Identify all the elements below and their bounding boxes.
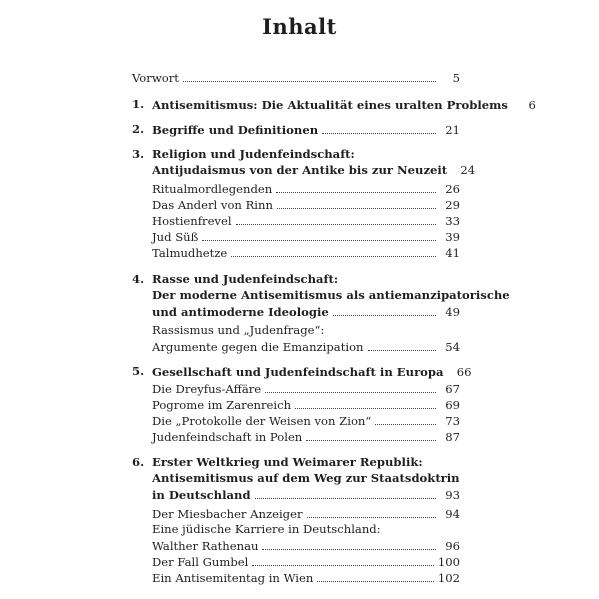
toc-entry-label: Argumente gegen die Emanzipation <box>152 340 364 354</box>
toc-page-number: 96 <box>445 539 460 553</box>
toc-entry-label: Das Anderl von Rinn <box>152 198 273 212</box>
toc-page-number: 39 <box>445 230 460 244</box>
toc-page-number: 67 <box>445 382 460 396</box>
leader-dots <box>231 256 436 257</box>
toc-entry-chapter-2[interactable] <box>152 122 460 137</box>
toc-page-number: 24 <box>460 163 476 177</box>
toc-entry-label: Ritualmordlegenden <box>152 182 273 196</box>
toc-entry-label: Der Miesbacher Anzeiger <box>152 507 303 521</box>
toc-page-number: 33 <box>445 214 460 228</box>
chapter-number: 1. <box>132 97 145 111</box>
toc-subentry[interactable] <box>152 181 460 196</box>
chapter-number: 4. <box>132 272 145 286</box>
toc-entry-label: in Deutschland <box>152 488 251 502</box>
leader-dots <box>252 565 433 566</box>
toc-entry-heading-line: Antisemitismus auf dem Weg zur Staatsdoktrin <box>152 471 460 485</box>
toc-entry-label: Gesellschaft und Judenfeindschaft in Europa <box>152 365 444 379</box>
toc-entry-label: Die „Protokolle der Weisen von Zion“ <box>152 414 372 428</box>
toc-subentry[interactable] <box>152 381 460 396</box>
toc-subentry[interactable] <box>152 538 460 553</box>
toc-subentry[interactable] <box>152 429 460 444</box>
toc-page-number: 94 <box>445 507 460 521</box>
toc-subentry[interactable] <box>152 397 460 412</box>
leader-dots <box>307 517 437 518</box>
toc-page-number: 69 <box>445 398 460 412</box>
toc-entry-label: Talmudhetze <box>152 246 228 260</box>
toc-entry-chapter-1[interactable] <box>152 97 536 112</box>
toc-entry-heading-line: Rasse und Judenfeindschaft: <box>152 272 339 286</box>
toc-page-number: 5 <box>452 71 460 85</box>
toc-page-number: 21 <box>445 123 460 137</box>
toc-entry-label: Antisemitismus: Die Aktualität eines uralten Problems <box>152 98 508 112</box>
leader-dots <box>333 315 436 316</box>
toc-subentry-line: Eine jüdische Karriere in Deutschland: <box>152 522 381 536</box>
leader-dots <box>322 133 436 134</box>
leader-dots <box>202 240 436 241</box>
toc-entry-chapter-5[interactable] <box>152 364 472 379</box>
toc-entry-label: Judenfeindschaft in Polen <box>152 430 303 444</box>
toc-subentry[interactable] <box>152 197 460 212</box>
toc-entry-label: Die Dreyfus-Affäre <box>152 382 262 396</box>
toc-entry-label: Walther Rathenau <box>152 539 259 553</box>
toc-entry-chapter-3[interactable] <box>152 162 476 177</box>
chapter-number: 3. <box>132 147 145 161</box>
toc-entry-label: Vorwort <box>132 71 179 85</box>
toc-subentry[interactable] <box>152 213 460 228</box>
toc-subentry[interactable] <box>152 554 460 569</box>
toc-entry-heading-line: Religion und Judenfeindschaft: <box>152 147 355 161</box>
toc-subentry[interactable] <box>152 229 460 244</box>
toc-page-number: 26 <box>445 182 460 196</box>
leader-dots <box>277 208 436 209</box>
toc-entry-label: Pogrome im Zarenreich <box>152 398 292 412</box>
leader-dots <box>236 224 436 225</box>
toc-subentry[interactable] <box>152 570 460 585</box>
toc-page-number: 41 <box>445 246 460 260</box>
toc-page-number: 49 <box>445 305 460 319</box>
toc-entry-heading-line: Erster Weltkrieg und Weimarer Republik: <box>152 455 423 469</box>
toc-page-number: 54 <box>445 340 460 354</box>
toc-page-number: 29 <box>445 198 460 212</box>
leader-dots <box>368 350 436 351</box>
toc-page-number: 73 <box>445 414 460 428</box>
toc-page-number: 66 <box>456 365 472 379</box>
toc-subentry[interactable] <box>152 506 460 521</box>
toc-page-number: 102 <box>437 571 460 585</box>
toc-entry-heading-line: Der moderne Antisemitismus als antiemanzipatorische <box>152 288 510 302</box>
toc-entry-label: Jud Süß <box>152 230 199 244</box>
toc-entry-vorwort[interactable] <box>132 70 460 85</box>
toc-page-number: 6 <box>528 98 536 112</box>
toc-entry-label: Antijudaismus von der Antike bis zur Neuzeit <box>152 163 448 177</box>
leader-dots <box>306 440 436 441</box>
toc-entry-chapter-6[interactable] <box>152 487 460 502</box>
toc-subentry[interactable] <box>152 413 460 428</box>
leader-dots <box>375 424 436 425</box>
toc-entry-label: Der Fall Gumbel <box>152 555 249 569</box>
toc-page-number: 100 <box>437 555 460 569</box>
leader-dots <box>183 81 436 82</box>
toc-subentry[interactable] <box>152 245 460 260</box>
toc-entry-label: Ein Antisemitentag in Wien <box>152 571 314 585</box>
leader-dots <box>255 498 436 499</box>
toc-page-number: 87 <box>445 430 460 444</box>
leader-dots <box>317 581 434 582</box>
page-title: Inhalt <box>262 14 337 39</box>
chapter-number: 6. <box>132 455 145 469</box>
leader-dots <box>265 392 436 393</box>
leader-dots <box>276 192 436 193</box>
leader-dots <box>295 408 436 409</box>
toc-subentry[interactable] <box>152 339 460 354</box>
toc-page-number: 93 <box>445 488 460 502</box>
chapter-number: 5. <box>132 364 145 378</box>
toc-entry-chapter-4[interactable] <box>152 304 460 319</box>
leader-dots <box>262 549 436 550</box>
chapter-number: 2. <box>132 122 145 136</box>
toc-entry-label: Begriffe und Definitionen <box>152 123 319 137</box>
toc-entry-label: und antimoderne Ideologie <box>152 305 329 319</box>
toc-entry-label: Hostienfrevel <box>152 214 232 228</box>
toc-subentry-line: Rassismus und „Judenfrage“: <box>152 323 325 337</box>
